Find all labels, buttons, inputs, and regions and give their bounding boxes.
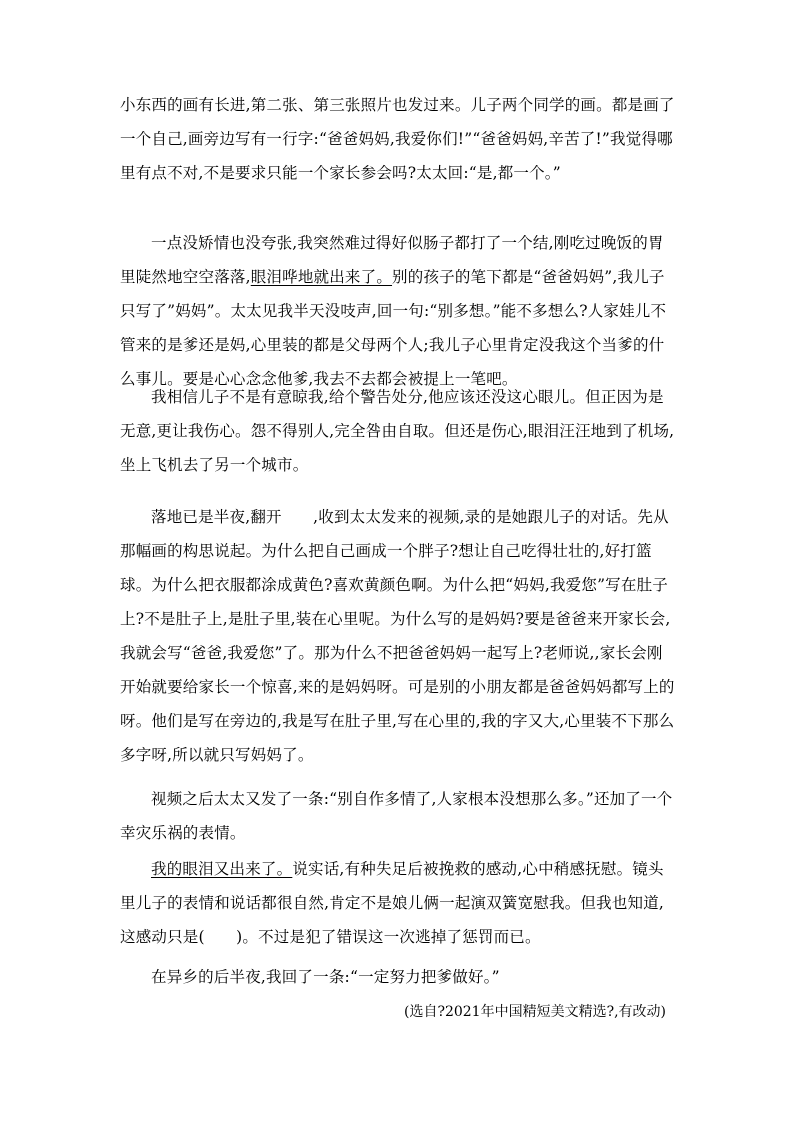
paragraph-5 <box>120 782 676 850</box>
paragraph-5-text: 视频之后太太又发了一条:“别自作多情了,人家根本没想那么多。”还加了一个幸灾乐祸的表情。 <box>120 790 673 842</box>
paragraph-2-underlined-text: 眼泪哗地就出来了。 <box>250 268 393 286</box>
paragraph-7 <box>120 960 676 994</box>
paragraph-6 <box>120 852 676 954</box>
paragraph-6-text-after: 说实话,有种失足后被挽救的感动,心中稍感抚慰。镜头里儿子的表情和说话都很自然,肯定不是娘儿俩一起演双簧宽慰我。但我也知道,这感动只是( )。不过是犯了错误这一次逃掉了惩罚而已。 <box>120 860 665 946</box>
paragraph-7-text: 在异乡的后半夜,我回了一条:“一定努力把爹做好。” <box>151 968 500 986</box>
paragraph-1 <box>120 88 676 190</box>
paragraph-3-text: 我相信儿子不是有意晾我,给个警告处分,他应该还没这心眼儿。但正因为是无意,更让我伤心。怨不得别人,完全咎由自取。但还是伤心,眼泪汪汪地到了机场,坐上飞机去了另一个城市。 <box>120 388 675 474</box>
paragraph-2-text-before: 一点没矫情也没夸张,我突然难过得好似肠子都打了一个结,刚吃过晚饭的胃里陡然地空空落落, <box>120 234 664 286</box>
source-citation: (选自?2021年中国精短美文精选?,有改动) <box>403 1004 666 1020</box>
paragraph-4-text: 落地已是半夜,翻开 ,收到太太发来的视频,录的是她跟儿子的对话。先从那幅画的构思说起。为什么把自己画成一个胖子?想让自己吃得壮壮的,好打篮球。为什么把衣服都涂成黄色?喜欢黄颜色啊。为什么把“妈妈,我爱您”写在肚子上?不是肚子上,是肚子里,装在心里呢。为什么写的是妈妈?要是爸爸来开家长会,我就会写“爸爸,我爱您”了。那为什么不把爸爸妈妈一起写上?老师说,,家长会刚开始就要给家长一个惊喜,来的是妈妈呀。可是别的小朋友都是爸爸妈妈都写上的呀。他们是写在旁边的,我是写在肚子里,写在心里的,我的字又大,心里装不下那么多字呀,所以就只写妈妈了。 <box>120 508 675 764</box>
paragraph-4 <box>120 500 676 772</box>
paragraph-2 <box>120 226 676 396</box>
paragraph-3 <box>120 380 676 482</box>
paragraph-2-text-after: 别的孩子的笔下都是“爸爸妈妈”,我儿子只写了”妈妈”。太太见我半天没吱声,回一句:“别多想。”能不多想么?人家娃儿不管来的是爹还是妈,心里装的都是父母两个人;我儿子心里肯定没我这个当爹的什么事儿。要是心心念念他爹,我去不去都会被提上一笔吧。 <box>120 268 667 388</box>
paragraph-6-underlined-text: 我的眼泪又出来了。 <box>151 860 293 878</box>
paragraph-1-text: 小东西的画有长进,第二张、第三张照片也发过来。儿子两个同学的画。都是画了一个自己,画旁边写有一行字:“爸爸妈妈,我爱你们!”“爸爸妈妈,辛苦了!”我觉得哪里有点不对,不是要求只能一个家长参会吗?太太回:“是,都一个。” <box>120 96 675 182</box>
